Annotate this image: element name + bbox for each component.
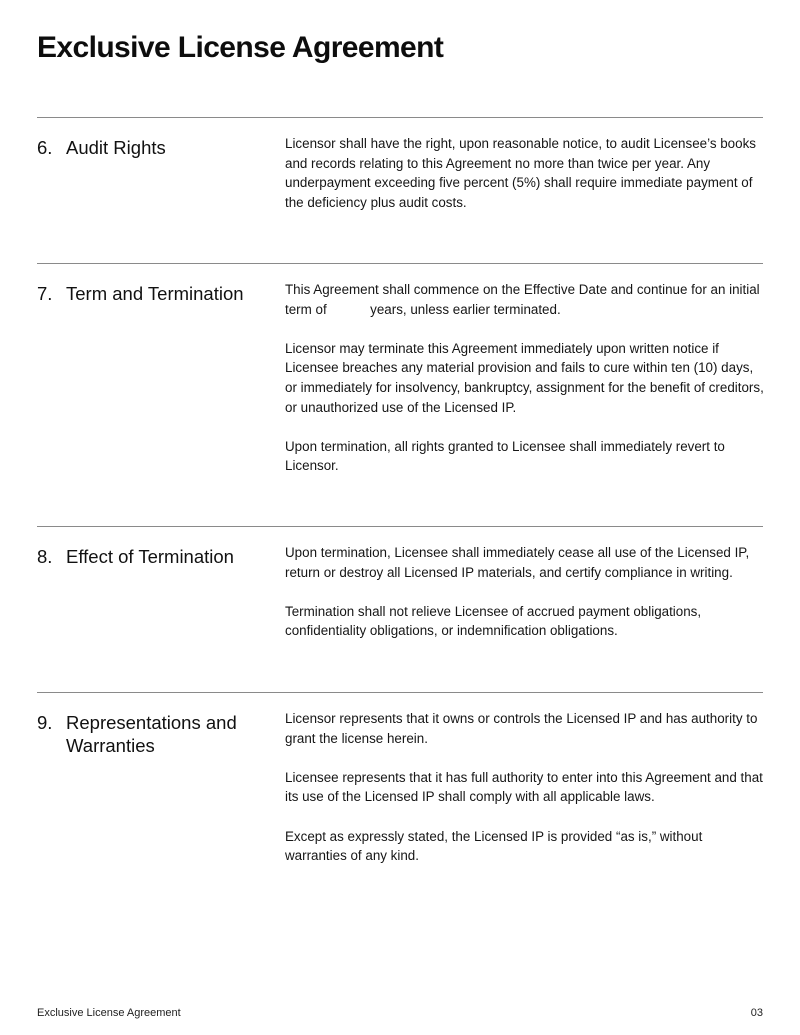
section-paragraph: Licensor shall have the right, upon reasonable notice, to audit Licensee’s books and records relating to this Agreement no more than twice per year. Any underpayment exceeding five percent (5%) shall require immediate payment of the deficiency plus audit costs.: [285, 136, 756, 210]
section-audit-rights: [37, 117, 763, 264]
document-title: Exclusive License Agreement: [37, 31, 444, 64]
section-title: Audit Rights: [66, 137, 166, 158]
section-title: Term and Termination: [66, 283, 244, 304]
section-number: 8.: [37, 546, 53, 567]
section-paragraph: Termination shall not relieve Licensee of accrued payment obligations, confidentiality obligations, or indemnification obligations.: [285, 603, 702, 639]
section-paragraph: Licensee represents that it has full authority to enter into this Agreement and that its use of the Licensed IP shall comply with all applicable laws.: [285, 769, 763, 805]
section-paragraph: Except as expressly stated, the Licensed IP is provided “as is,” without warranties of any kind.: [285, 828, 703, 864]
section-term-and-termination: [37, 263, 763, 527]
section-title: Representations and Warranties: [66, 712, 237, 756]
section-paragraph: Upon termination, Licensee shall immediately cease all use of the Licensed IP, return or destroy all Licensed IP materials, and certify compliance in writing.: [285, 545, 750, 580]
section-body: [285, 709, 765, 866]
section-representations-and-warranties: [37, 692, 763, 893]
footer-document-title: Exclusive License Agreement: [37, 1007, 181, 1019]
section-paragraph: Licensor may terminate this Agreement immediately upon written notice if Licensee breaches any material provision and fails to cure within ten (10) days, or immediately for insolvency, bankruptcy, assignment for the benefit of creditors, or unauthorized use of the Licensed IP.: [285, 340, 764, 415]
section-body: [285, 134, 765, 212]
section-paragraph: Licensor represents that it owns or controls the Licensed IP and has authority to grant the license herein.: [285, 711, 758, 746]
term-prefix: This Agreement shall commence on the Effective Date and continue for an initial term of: [285, 282, 760, 317]
section-number: 7.: [37, 283, 53, 304]
footer-page-number: 03: [750, 1007, 763, 1019]
section-number: 6.: [37, 137, 53, 158]
section-body: [285, 543, 765, 641]
section-body: [285, 280, 765, 476]
term-suffix: years, unless earlier terminated.: [370, 301, 561, 317]
section-effect-of-termination: [37, 526, 763, 693]
section-paragraph: Upon termination, all rights granted to Licensee shall immediately revert to Licensor.: [285, 438, 725, 474]
section-title: Effect of Termination: [66, 546, 234, 567]
term-paragraph: [285, 280, 765, 319]
section-number: 9.: [37, 712, 53, 733]
